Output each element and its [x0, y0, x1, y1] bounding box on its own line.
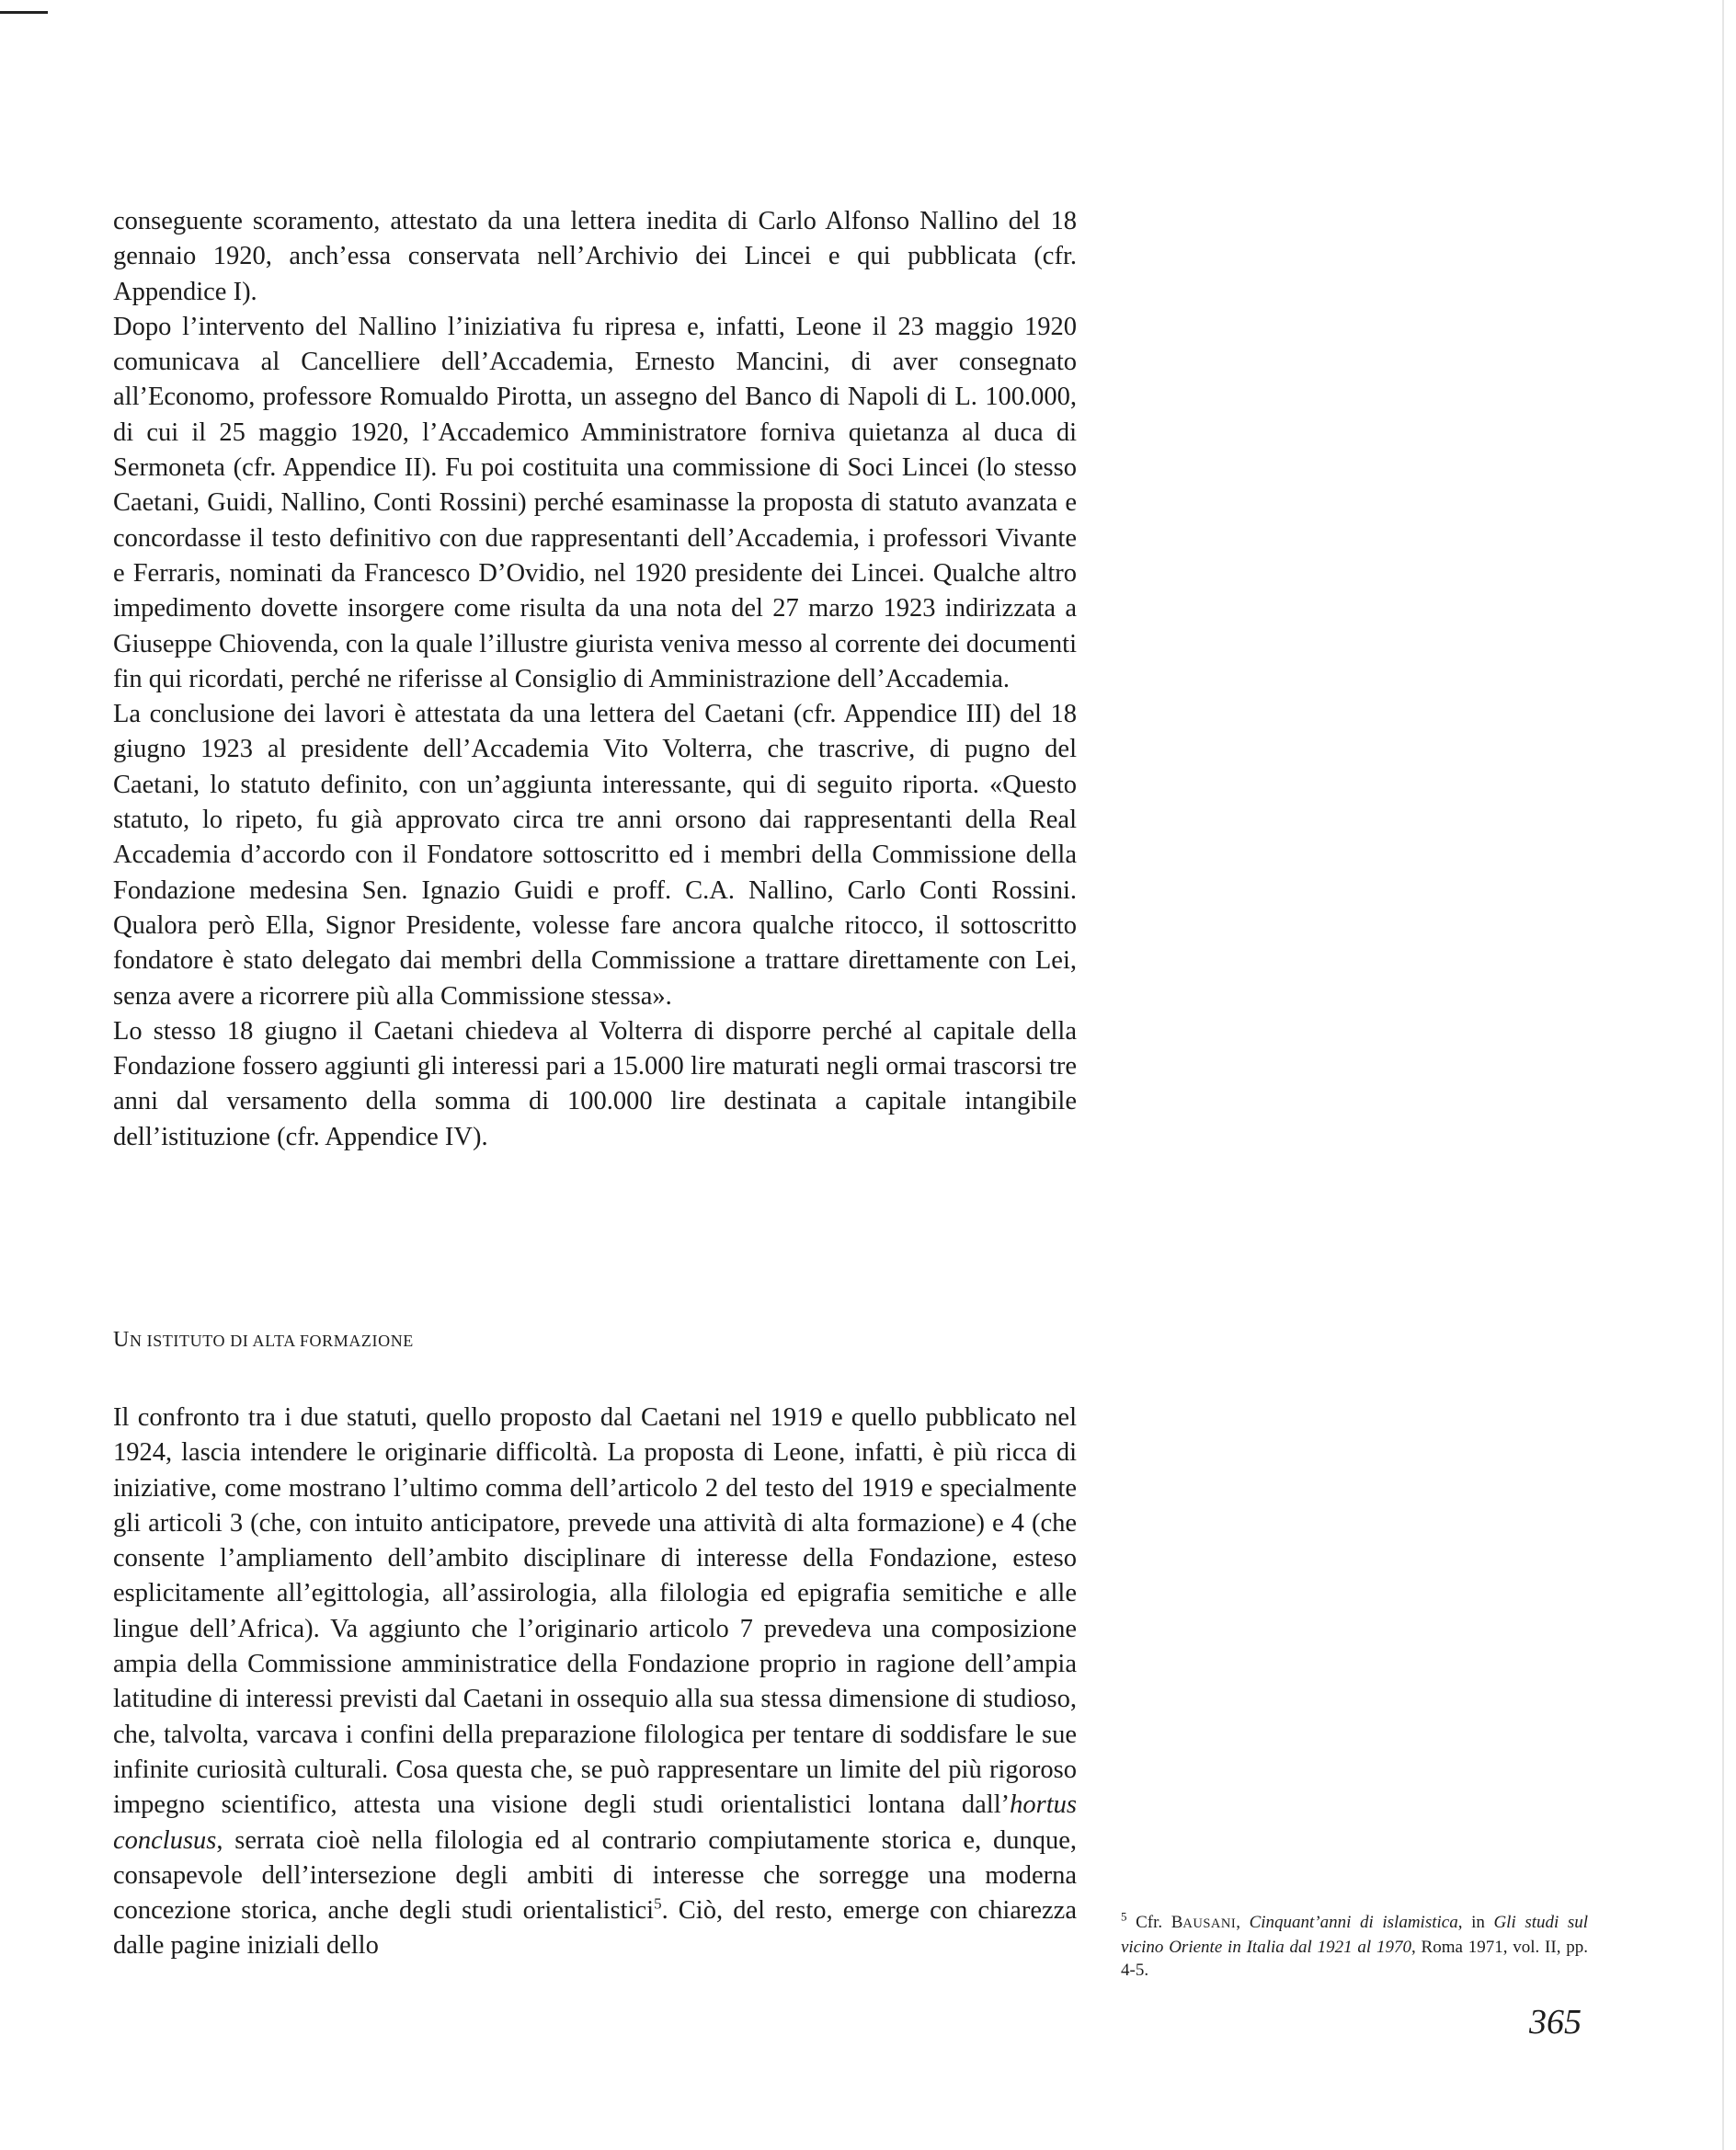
paragraph: Lo stesso 18 giugno il Caetani chiedeva al Volterra di disporre perché al capitale della Fondazione fossero aggiunti gli interessi pari a 15.000 lire maturati negli ormai trascorsi tre anni dal versamento della somma di 100.000 lire destinata a capitale intangibile dell’istituzione (cfr. Appendice IV).	[113, 1016, 1077, 1151]
footnote-author-initial: B	[1171, 1913, 1183, 1932]
footnote-number: 5	[1121, 1909, 1127, 1924]
footnote-reference[interactable]: 5	[654, 1894, 662, 1913]
footnote-title: Cinquant’anni di islamistica	[1249, 1913, 1458, 1932]
body-text-section	[113, 1401, 1077, 1964]
italic-phrase: hortus conclusus	[113, 1790, 1077, 1855]
page-number: 365	[1529, 2003, 1582, 2041]
paragraph: Dopo l’intervento del Nallino l’iniziativa fu ripresa e, infatti, Leone il 23 maggio 1920 comunicava al Cancelliere dell’Accademia, Ernesto Mancini, di aver consegnato all’Economo, professore Romualdo Pirotta, un assegno del Banco di Napoli di L. 100.000, di cui il 25 maggio 1920, l’Accademico Amministratore forniva quietanza al duca di Sermoneta (cfr. Appendice II). Fu poi costituita una commissione di Soci Lincei (lo stesso Caetani, Guidi, Nallino, Conti Rossini) perché esaminasse la proposta di statuto avanzata e concordasse il testo definitivo con due rappresentanti dell’Accademia, i professori Vivante e Ferraris, nominati da Francesco D’Ovidio, nel 1920 presidente dei Lincei. Qualche altro impedimento dovette insorgere come risulta da una nota del 27 marzo 1923 indirizzata a Giuseppe Chiovenda, con la quale l’illustre giurista veniva messo al corrente dei documenti fin qui ricordati, perché ne riferisse al Consiglio di Amministrazione dell’Accademia.	[113, 312, 1077, 693]
paragraph: conseguente scoramento, attestato da una lettera inedita di Carlo Alfonso Nallino del 18 gennaio 1920, anch’essa conservata nell’Archivio dei Lincei e qui pubblicata (cfr. Appendice I).	[113, 207, 1077, 306]
page-edge-line	[1722, 0, 1724, 2150]
paragraph: La conclusione dei lavori è attestata da una lettera del Caetani (cfr. Appendice III) del 18 giugno 1923 al presidente dell’Accademia Vito Volterra, che trascrive, di pugno del Caetani, lo statuto definito, con un’aggiunta interessante, qui di seguito riporta. «Questo statuto, lo ripeto, fu già approvato circa tre anni orsono dai rappresentanti della Real Accademia d’accordo con il Fondatore sottoscritto ed i membri della Commissione della Fondazione medesina Sen. Ignazio Guidi e proff. C.A. Nallino, Carlo Conti Rossini. Qualora però Ella, Signor Presidente, volesse fare ancora qualche ritocco, il sottoscritto fondatore è stato delegato dai membri della Commissione a trattare direttamente con Lei, senza avere a ricorrere più alla Commissione stessa».	[113, 700, 1077, 1011]
footnote-separator: , in	[1457, 1913, 1494, 1932]
footnote-book-title: Gli studi sul vicino Oriente in Italia dal 1921 al 1970	[1121, 1913, 1589, 1957]
footnote-author-rest: AUSANI	[1182, 1916, 1237, 1931]
paragraph-text: Il confronto tra i due statuti, quello proposto dal Caetani nel 1919 e quello pubblicato nel 1924, lascia intendere le originarie difficoltà. La proposta di Leone, infatti, è più ricca di iniziative, come mostrano l’ultimo comma dell’articolo 2 del testo del 1919 e specialmente gli articoli 3 (che, con intuito anticipatore, prevede una attività di alta formazione) e 4 (che consente l’ampliamento dell’ambito disciplinare di interesse della Fondazione, esteso esplicitamente all’egittologia, all’assirologia, alla filologia ed epigrafia semitiche e alle lingue dell’Africa). Va aggiunto che l’originario articolo 7 prevedeva una composizione ampia della Commissione amministratice della Fondazione proprio in ragione dell’ampia latitudine di interessi previsti dal Caetani in ossequio alla sua stessa dimensione di studioso, che, talvolta, varcava i confini della preparazione filologica per tentare di soddisfare le sue infinite curiosità culturali. Cosa questa che, se può rappresentare un limite del più rigoroso impegno scientifico, attesta una visione degli studi orientalistici lontana dall’	[113, 1403, 1078, 1820]
section-heading	[113, 1325, 1077, 1355]
section-heading-initial: U	[113, 1328, 130, 1352]
top-edge-mark	[0, 11, 48, 14]
footnote-details: , Roma 1971, vol. II, pp. 4-5.	[1121, 1938, 1588, 1980]
section-heading-rest: N ISTITUTO DI ALTA FORMAZIONE	[129, 1332, 414, 1350]
paragraph-text: . Ciò, del resto, emerge con chiarezza dalle pagine iniziali dello	[113, 1896, 1077, 1961]
footnote-separator: ,	[1236, 1913, 1250, 1932]
footnote	[1121, 1911, 1588, 1982]
body-text-top	[113, 204, 1077, 1155]
paragraph	[113, 1401, 1077, 1964]
paragraph-text: , serrata cioè nella filologia ed al contrario compiutamente storica e, dunque, consapevole dell’intersezione degli ambiti di interesse che sorregge una moderna concezione storica, anche degli studi orientalistici	[113, 1825, 1077, 1926]
footnote-prefix: Cfr.	[1126, 1913, 1171, 1932]
